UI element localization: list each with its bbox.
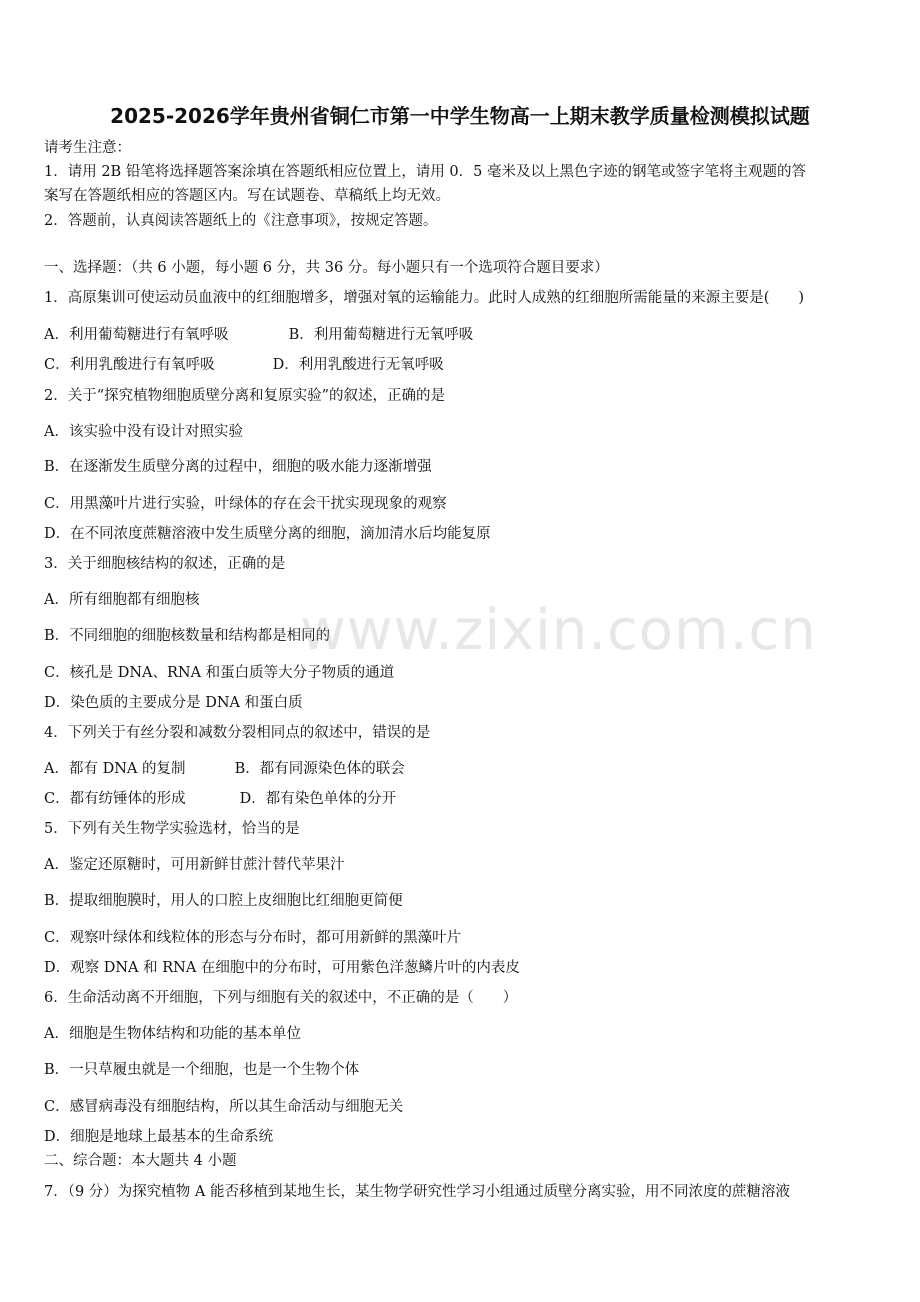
question-2-option-d: D．在不同浓度蔗糖溶液中发生质壁分离的细胞，滴加清水后均能复原 xyxy=(44,526,491,542)
question-2-stem: 2．关于“探究植物细胞质壁分离和复原实验”的叙述，正确的是 xyxy=(44,388,446,404)
question-2-option-b: B．在逐渐发生质壁分离的过程中，细胞的吸水能力逐渐增强 xyxy=(44,459,432,475)
notice-item-2: 2．答题前，认真阅读答题纸上的《注意事项》，按规定答题。 xyxy=(44,213,438,229)
question-4-option-d: D．都有染色单体的分开 xyxy=(239,791,397,807)
question-6-option-c: C．感冒病毒没有细胞结构，所以其生命活动与细胞无关 xyxy=(44,1099,404,1115)
question-1-option-c: C．利用乳酸进行有氧呼吸 xyxy=(44,357,215,373)
question-5-option-c: C．观察叶绿体和线粒体的形态与分布时，都可用新鲜的黑藻叶片 xyxy=(44,930,462,946)
question-5-option-b: B．提取细胞膜时，用人的口腔上皮细胞比红细胞更简便 xyxy=(44,893,403,909)
question-1-option-a: A．利用葡萄糖进行有氧呼吸 xyxy=(44,327,229,343)
watermark: www.zixin.com.cn xyxy=(300,598,817,663)
question-4-stem: 4．下列关于有丝分裂和减数分裂相同点的叙述中，错误的是 xyxy=(44,725,431,741)
question-4-option-c: C．都有纺锤体的形成 xyxy=(44,791,186,807)
question-4-option-b: B．都有同源染色体的联会 xyxy=(234,761,405,777)
question-2-option-a: A．该实验中没有设计对照实验 xyxy=(44,424,243,440)
question-4-options-row-1 xyxy=(44,759,405,779)
question-1-options-row-2 xyxy=(44,355,444,375)
question-5-option-a: A．鉴定还原糖时，可用新鲜甘蔗汁替代苹果汁 xyxy=(44,857,345,873)
notice-heading: 请考生注意： xyxy=(44,140,131,156)
question-3-option-d: D．染色质的主要成分是 DNA 和蛋白质 xyxy=(44,695,303,711)
question-6-option-b: B．一只草履虫就是一个细胞，也是一个生物个体 xyxy=(44,1062,360,1078)
question-3-option-a: A．所有细胞都有细胞核 xyxy=(44,592,200,608)
question-6-option-d: D．细胞是地球上最基本的生命系统 xyxy=(44,1129,274,1145)
notice-item-1-line-1: 1．请用 2B 铅笔将选择题答案涂填在答题纸相应位置上，请用 0．5 毫米及以上黑色字迹的钢笔或签字笔将主观题的答 xyxy=(44,164,806,180)
question-2-option-c: C．用黑藻叶片进行实验，叶绿体的存在会干扰实现现象的观察 xyxy=(44,496,447,512)
exam-title: 2025-2026学年贵州省铜仁市第一中学生物高一上期末教学质量检测模拟试题 xyxy=(110,104,810,128)
question-5-option-d: D．观察 DNA 和 RNA 在细胞中的分布时，可用紫色洋葱鳞片叶的内表皮 xyxy=(44,960,520,976)
question-1-stem: 1．高原集训可使运动员血液中的红细胞增多，增强对氧的运输能力。此时人成熟的红细胞所需能量的来源主要是( ) xyxy=(44,290,805,306)
question-3-option-b: B．不同细胞的细胞核数量和结构都是相同的 xyxy=(44,628,331,644)
question-5-stem: 5．下列有关生物学实验选材，恰当的是 xyxy=(44,821,300,837)
question-7-stem: 7．（9 分）为探究植物 A 能否移植到某地生长，某生物学研究性学习小组通过质壁分离实验，用不同浓度的蔗糖溶液 xyxy=(44,1184,790,1200)
section-1-heading: 一、选择题：（共 6 小题，每小题 6 分，共 36 分。每小题只有一个选项符合题目要求） xyxy=(44,260,609,276)
question-4-option-a: A．都有 DNA 的复制 xyxy=(44,761,186,777)
question-1-option-d: D．利用乳酸进行无氧呼吸 xyxy=(272,357,444,373)
question-6-stem: 6．生命活动离不开细胞，下列与细胞有关的叙述中，不正确的是（ ） xyxy=(44,990,518,1006)
question-1-option-b: B．利用葡萄糖进行无氧呼吸 xyxy=(288,327,474,343)
question-1-options-row-1 xyxy=(44,325,473,345)
question-4-options-row-2 xyxy=(44,789,396,809)
question-3-option-c: C．核孔是 DNA、RNA 和蛋白质等大分子物质的通道 xyxy=(44,665,395,681)
question-6-option-a: A．细胞是生物体结构和功能的基本单位 xyxy=(44,1026,301,1042)
notice-item-1-line-2: 案写在答题纸相应的答题区内。写在试题卷、草稿纸上均无效。 xyxy=(44,188,450,204)
question-3-stem: 3．关于细胞核结构的叙述，正确的是 xyxy=(44,556,286,572)
section-2-heading: 二、综合题：本大题共 4 小题 xyxy=(44,1153,237,1169)
